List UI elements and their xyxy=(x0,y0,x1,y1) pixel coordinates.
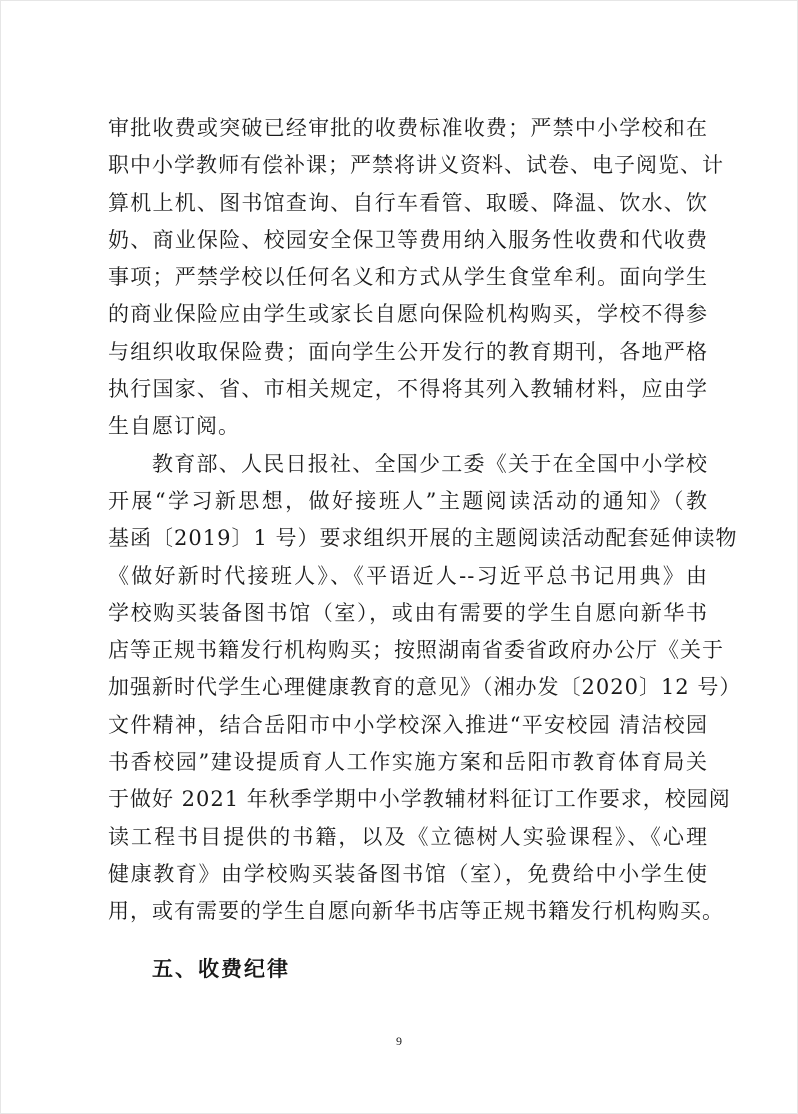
text-line: 职中小学教师有偿补课；严禁将讲义资料、试卷、电子阅览、计 xyxy=(108,153,724,178)
text-line: 《做好新时代接班人》、《平语近人--习近平总书记用典》由 xyxy=(108,563,708,588)
text-line: 读工程书目提供的书籍，以及《立德树人实验课程》、《心理 xyxy=(108,824,708,849)
page-number: 9 xyxy=(396,1034,402,1048)
text-line: 健康教育》由学校购买装备图书馆（室），免费给中小学生使 xyxy=(108,861,708,886)
text-line: 审批收费或突破已经审批的收费标准收费；严禁中小学校和在 xyxy=(108,116,708,140)
text-line: 店等正规书籍发行机构购买；按照湖南省委省政府办公厅《关于 xyxy=(108,638,724,663)
text-line: 文件精神，结合岳阳市中小学校深入推进“平安校园 清洁校园 xyxy=(108,712,708,737)
text-line: 开展“学习新思想，做好接班人”主题阅读活动的通知》（教 xyxy=(108,488,708,513)
text-line: 学校购买装备图书馆（室），或由有需要的学生自愿向新华书 xyxy=(108,600,708,625)
text-line: 事项；严禁学校以任何名义和方式从学生食堂牟利。面向学生 xyxy=(108,265,708,290)
text-line: 加强新时代学生心理健康教育的意见》（湘办发〔2020〕12 号） xyxy=(108,675,742,700)
section-heading: 五、收费纪律 xyxy=(152,956,290,981)
text-line: 算机上机、图书馆查询、自行车看管、取暖、降温、饮水、饮 xyxy=(108,190,708,215)
text-line: 用，或有需要的学生自愿向新华书店等正规书籍发行机构购买。 xyxy=(108,899,724,924)
text-line: 奶、商业保险、校园安全保卫等费用纳入服务性收费和代收费 xyxy=(108,227,708,252)
text-line: 书香校园”建设提质育人工作实施方案和岳阳市教育体育局关 xyxy=(108,750,708,775)
text-line: 于做好 2021 年秋季学期中小学教辅材料征订工作要求，校园阅 xyxy=(108,787,731,812)
document-body xyxy=(108,110,742,931)
text-line: 与组织收取保险费；面向学生公开发行的教育期刊，各地严格 xyxy=(108,339,708,364)
text-line: 的商业保险应由学生或家长自愿向保险机构购买，学校不得参 xyxy=(108,302,708,327)
text-line: 执行国家、省、市相关规定，不得将其列入教辅材料，应由学 xyxy=(108,377,708,402)
text-line: 教育部、人民日报社、全国少工委《关于在全国中小学校 xyxy=(152,451,708,476)
text-line: 生自愿订阅。 xyxy=(108,414,240,439)
text-line: 基函〔2019〕1 号）要求组织开展的主题阅读活动配套延伸读物 xyxy=(108,526,738,551)
